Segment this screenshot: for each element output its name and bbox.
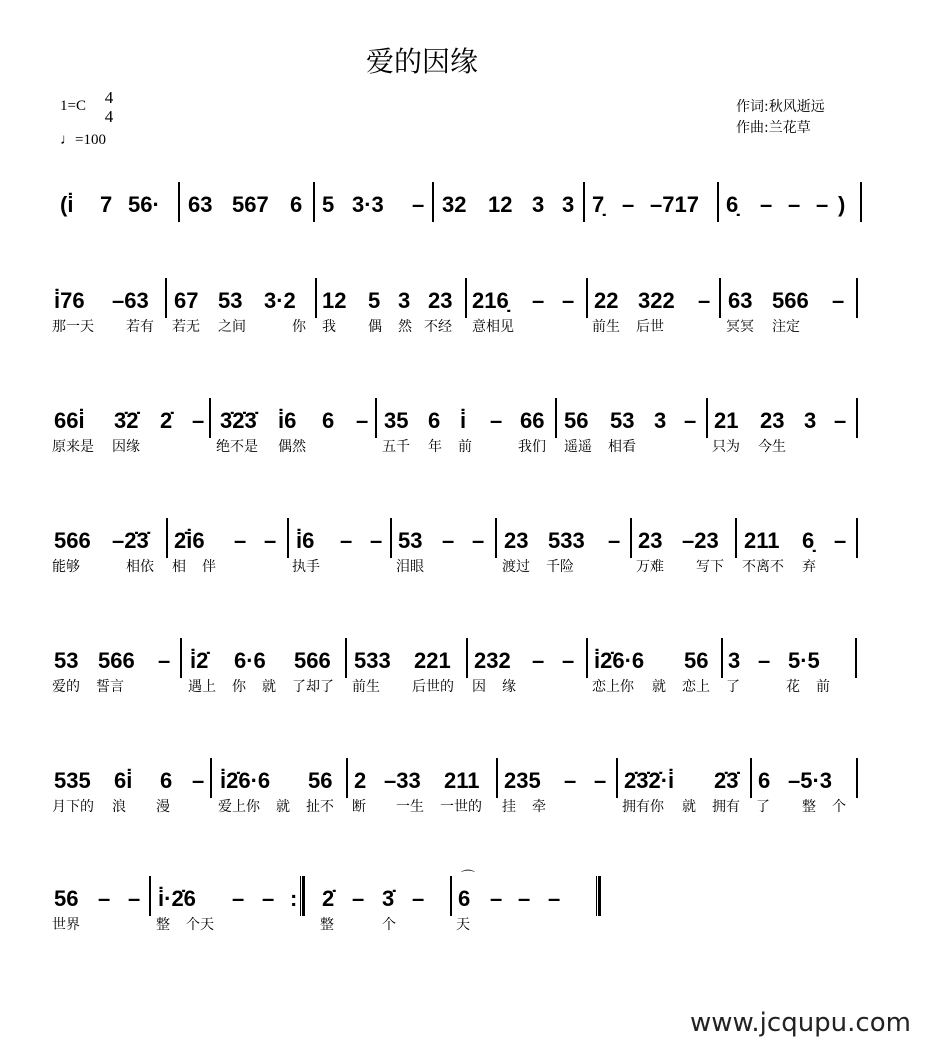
lyric: 浪 xyxy=(112,799,126,815)
lyric: 个 xyxy=(382,917,396,933)
barline xyxy=(856,758,858,798)
lyric: 因缘 xyxy=(112,439,140,455)
note-group: 6̣ xyxy=(802,528,815,553)
barline xyxy=(149,876,151,916)
lyric: 了 xyxy=(726,679,740,695)
lyric: 万难 xyxy=(636,559,664,575)
note-group: i̇·2̇6 xyxy=(158,886,196,911)
note-group: – xyxy=(264,528,277,553)
note-group: – xyxy=(232,886,245,911)
barline xyxy=(719,278,721,318)
lyric: 拥有 xyxy=(712,799,740,815)
barline xyxy=(616,758,618,798)
barline xyxy=(375,398,377,438)
barline xyxy=(630,518,632,558)
lyric: 个天 xyxy=(186,917,214,933)
lyric: 偶 xyxy=(368,319,382,335)
lyric: 之间 xyxy=(218,319,246,335)
note-group: 63 xyxy=(728,288,753,313)
lyric: 前 xyxy=(458,439,472,455)
note-group: 66i̇ xyxy=(54,408,85,433)
note-group: 3·3 xyxy=(352,192,384,217)
note-group: 23 xyxy=(504,528,529,553)
barline xyxy=(496,758,498,798)
barline xyxy=(178,182,180,222)
note-group: 3̇2̇3̇ xyxy=(220,408,257,433)
note-group: – xyxy=(834,408,847,433)
lyric: 相 xyxy=(172,559,186,575)
barline xyxy=(717,182,719,222)
note-group: 22 xyxy=(594,288,619,313)
barline xyxy=(432,182,434,222)
double-barline xyxy=(596,876,601,916)
note-group: 2 xyxy=(354,768,367,793)
note-group: 566 xyxy=(772,288,809,313)
lyric: 爱的 xyxy=(52,679,80,695)
score-line-1 xyxy=(0,192,932,282)
note-group: 6 xyxy=(160,768,173,793)
note-group: 6̣ xyxy=(726,192,739,217)
barline xyxy=(860,182,862,222)
score-line-2 xyxy=(0,288,932,378)
lyric: 就 xyxy=(682,799,696,815)
lyric: 相依 xyxy=(126,559,154,575)
note-group: – xyxy=(832,288,845,313)
lyric: 一世的 xyxy=(440,799,482,815)
note-group: – xyxy=(192,768,205,793)
lyric: 写下 xyxy=(696,559,724,575)
note-group: 56 xyxy=(54,886,79,911)
note-group: (i̇ xyxy=(60,192,74,217)
time-signature xyxy=(102,88,116,126)
note-group: 56 xyxy=(684,648,709,673)
note-group: – xyxy=(594,768,607,793)
note-group: 56 xyxy=(564,408,589,433)
note-group: 535 xyxy=(54,768,91,793)
note-group: i̇6 xyxy=(296,528,315,553)
note-group: 23 xyxy=(638,528,663,553)
note-group: 2̇ xyxy=(322,886,335,911)
lyric: 后世的 xyxy=(412,679,454,695)
score-line-6 xyxy=(0,768,932,858)
lyric: 了 xyxy=(756,799,770,815)
note-group: 53 xyxy=(610,408,635,433)
note-group: 12 xyxy=(488,192,513,217)
barline xyxy=(466,638,468,678)
note-group: – xyxy=(562,648,575,673)
note-group: 566 xyxy=(294,648,331,673)
lyric: 缘 xyxy=(502,679,516,695)
note-group: –2̇3̇ xyxy=(112,528,149,553)
note-group: 566 xyxy=(54,528,91,553)
note-group: 567 xyxy=(232,192,269,217)
note-group: – xyxy=(532,288,545,313)
lyric: 就 xyxy=(652,679,666,695)
barline xyxy=(706,398,708,438)
lyric: 你 xyxy=(232,679,246,695)
note-group: – xyxy=(608,528,621,553)
lyric: 花 xyxy=(786,679,800,695)
lyric: 渡过 xyxy=(502,559,530,575)
lyric: 天 xyxy=(456,917,470,933)
lyric: 只为 xyxy=(712,439,740,455)
lyric: 因 xyxy=(472,679,486,695)
barline xyxy=(583,182,585,222)
lyric: 牵 xyxy=(532,799,546,815)
note-group: – xyxy=(262,886,275,911)
note-group: – xyxy=(834,528,847,553)
score-line-4 xyxy=(0,528,932,618)
lyric: 偶然 xyxy=(278,439,306,455)
note-group: 5·5 xyxy=(788,648,820,673)
note-group: – xyxy=(564,768,577,793)
note-group: 23 xyxy=(760,408,785,433)
note-group: – xyxy=(442,528,455,553)
barline xyxy=(450,876,452,916)
note-group: i̇2̇6·6 xyxy=(220,768,271,793)
note-group: 53 xyxy=(398,528,423,553)
lyric: 就 xyxy=(276,799,290,815)
note-group: – xyxy=(758,648,771,673)
note-group: – xyxy=(234,528,247,553)
note-group: – xyxy=(192,408,205,433)
note-group: 3̇2̇ xyxy=(114,408,139,433)
fermata-icon: ⌒ xyxy=(461,869,475,885)
note-group: i̇2̇6·6 xyxy=(594,648,645,673)
barline xyxy=(345,638,347,678)
note-group: – xyxy=(356,408,369,433)
lyric: 前生 xyxy=(592,319,620,335)
lyric: 月下的 xyxy=(52,799,94,815)
note-group: – xyxy=(412,192,425,217)
barline xyxy=(346,758,348,798)
lyric: 个 xyxy=(832,799,846,815)
lyric: 不经 xyxy=(424,319,452,335)
note-group: 211 xyxy=(444,768,480,793)
note-group: – xyxy=(698,288,711,313)
note-group: 2̇3̇ xyxy=(714,768,739,793)
barline xyxy=(465,278,467,318)
note-group: 63 xyxy=(188,192,213,217)
lyric: 扯不 xyxy=(306,799,334,815)
note-group: 5 xyxy=(368,288,381,313)
time-signature-bottom: 4 xyxy=(104,107,114,126)
note-group: 216̣ xyxy=(472,288,509,313)
lyric: 漫 xyxy=(156,799,170,815)
note-group: 3̇ xyxy=(382,886,395,911)
note-group: 7̣ xyxy=(592,192,605,217)
lyric: 一生 xyxy=(396,799,424,815)
note-group: – xyxy=(562,288,575,313)
barline xyxy=(856,518,858,558)
note-group: : xyxy=(290,886,298,911)
note-group: 66 xyxy=(520,408,545,433)
lyric: 弃 xyxy=(802,559,816,575)
note-group: – xyxy=(412,886,425,911)
barline xyxy=(180,638,182,678)
note-group: 12 xyxy=(322,288,347,313)
barline xyxy=(165,278,167,318)
lyric: 我 xyxy=(322,319,336,335)
note-group: – xyxy=(532,648,545,673)
lyric: 前 xyxy=(816,679,830,695)
note-group: – xyxy=(158,648,171,673)
note-group: 2̇3̇2̇·i̇ xyxy=(624,768,675,793)
note-group: 232 xyxy=(474,648,511,673)
double-barline xyxy=(300,876,305,916)
lyric: 冥冥 xyxy=(726,319,754,335)
lyric: 泪眼 xyxy=(396,559,424,575)
lyricist: 作词:秋风逝远 xyxy=(736,99,825,115)
note-group: 3 xyxy=(532,192,545,217)
note-group: 221 xyxy=(414,648,451,673)
barline xyxy=(856,278,858,318)
barline xyxy=(586,638,588,678)
score-line-5 xyxy=(0,648,932,738)
note-group: 7 xyxy=(100,192,113,217)
barline xyxy=(495,518,497,558)
note-group: 322 xyxy=(638,288,675,313)
barline xyxy=(721,638,723,678)
note-group: –63 xyxy=(112,288,149,313)
note-group: 3 xyxy=(398,288,411,313)
note-group: 5 xyxy=(322,192,335,217)
lyric: 注定 xyxy=(772,319,800,335)
note-group: ) xyxy=(838,192,846,217)
lyric: 拥有你 xyxy=(622,799,664,815)
note-group: 53 xyxy=(218,288,243,313)
note-group: i̇6 xyxy=(278,408,297,433)
note-group: –5·3 xyxy=(788,768,833,793)
note-group: 6 xyxy=(428,408,441,433)
score-line-3 xyxy=(0,408,932,498)
note-group: 6·6 xyxy=(234,648,266,673)
note-group: 533 xyxy=(548,528,585,553)
key-signature: 1=C xyxy=(60,98,86,114)
note-group: 3 xyxy=(804,408,817,433)
note-group: 3 xyxy=(654,408,667,433)
note-group: – xyxy=(98,886,111,911)
lyric: 千险 xyxy=(546,559,574,575)
note-group: – xyxy=(340,528,353,553)
note-group: – xyxy=(760,192,773,217)
score-line-7 xyxy=(0,869,932,976)
note-group: 21 xyxy=(714,408,739,433)
lyric: 你 xyxy=(292,319,306,335)
lyric: 意相见 xyxy=(472,319,514,335)
note-group: 533 xyxy=(354,648,391,673)
lyric: 年 xyxy=(428,439,442,455)
barline xyxy=(166,518,168,558)
note-group: –23 xyxy=(682,528,719,553)
note-group: i̇2̇ xyxy=(190,648,209,673)
note-group: 6 xyxy=(322,408,335,433)
note-group: 235 xyxy=(504,768,541,793)
note-group: 6 xyxy=(458,886,471,911)
note-group: 3 xyxy=(728,648,741,673)
time-signature-top: 4 xyxy=(104,88,114,107)
lyric: 相看 xyxy=(608,439,636,455)
note-group: – xyxy=(128,886,141,911)
lyric: 整 xyxy=(156,917,170,933)
note-group: 2̇i̇6 xyxy=(174,528,205,553)
note-group: – xyxy=(622,192,635,217)
barline xyxy=(209,398,211,438)
note-group: 32 xyxy=(442,192,467,217)
note-group: 6 xyxy=(758,768,771,793)
barline xyxy=(856,398,858,438)
watermark: www.jcqupu.com xyxy=(690,1008,911,1038)
lyric: 我们 xyxy=(518,439,546,455)
note-group: – xyxy=(548,886,561,911)
barline xyxy=(855,638,857,678)
note-group: – xyxy=(490,408,503,433)
lyric: 遇上 xyxy=(188,679,216,695)
song-title: 爱的因缘 xyxy=(366,45,479,78)
lyric: 若无 xyxy=(172,319,200,335)
lyric: 世界 xyxy=(52,917,80,933)
barline xyxy=(313,182,315,222)
lyric: 整 xyxy=(320,917,334,933)
barline xyxy=(210,758,212,798)
note-group: 23 xyxy=(428,288,453,313)
lyric: 断 xyxy=(352,799,366,815)
note-group: – xyxy=(788,192,801,217)
note-group: 53 xyxy=(54,648,79,673)
note-group: – xyxy=(816,192,829,217)
lyric: 了却了 xyxy=(292,679,334,695)
note-group: 56 xyxy=(308,768,333,793)
note-group: i̇ xyxy=(460,408,467,433)
barline xyxy=(315,278,317,318)
note-group: –33 xyxy=(384,768,421,793)
note-group: 211 xyxy=(744,528,780,553)
note-group: 2̇ xyxy=(160,408,173,433)
note-group: 6i̇ xyxy=(114,768,133,793)
credits xyxy=(736,97,825,139)
lyric: 绝不是 xyxy=(216,439,258,455)
barline xyxy=(750,758,752,798)
lyric: 原来是 xyxy=(52,439,94,455)
barline xyxy=(586,278,588,318)
lyric: 那一天 xyxy=(52,319,94,335)
barline xyxy=(555,398,557,438)
note-group: – xyxy=(352,886,365,911)
lyric: 后世 xyxy=(636,319,664,335)
note-group: 56· xyxy=(128,192,160,217)
lyric: 恋上 xyxy=(682,679,710,695)
lyric: 今生 xyxy=(758,439,786,455)
note-group: 67 xyxy=(174,288,199,313)
note-group: 6 xyxy=(290,192,303,217)
lyric: 遥遥 xyxy=(564,439,592,455)
note-group: 35 xyxy=(384,408,409,433)
tempo-marking: ♩=100 xyxy=(60,132,106,148)
lyric: 誓言 xyxy=(96,679,124,695)
lyric: 不离不 xyxy=(742,559,784,575)
note-group: 3·2 xyxy=(264,288,296,313)
lyric: 就 xyxy=(262,679,276,695)
note-group: – xyxy=(490,886,503,911)
lyric: 然 xyxy=(398,319,412,335)
lyric: 执手 xyxy=(292,559,320,575)
composer: 作曲:兰花草 xyxy=(736,120,811,136)
barline xyxy=(287,518,289,558)
lyric: 前生 xyxy=(352,679,380,695)
note-group: – xyxy=(472,528,485,553)
lyric: 伴 xyxy=(202,559,216,575)
lyric: 恋上你 xyxy=(592,679,634,695)
lyric: 若有 xyxy=(126,319,154,335)
note-group: –717 xyxy=(650,192,699,217)
note-group: – xyxy=(370,528,383,553)
lyric: 能够 xyxy=(52,559,80,575)
note-group: – xyxy=(684,408,697,433)
note-group: i̇76 xyxy=(54,288,85,313)
lyric: 五千 xyxy=(382,439,410,455)
barline xyxy=(390,518,392,558)
lyric: 挂 xyxy=(502,799,516,815)
note-group: 566 xyxy=(98,648,135,673)
lyric: 整 xyxy=(802,799,816,815)
barline xyxy=(735,518,737,558)
note-group: 3 xyxy=(562,192,575,217)
note-group: – xyxy=(518,886,531,911)
lyric: 爱上你 xyxy=(218,799,260,815)
